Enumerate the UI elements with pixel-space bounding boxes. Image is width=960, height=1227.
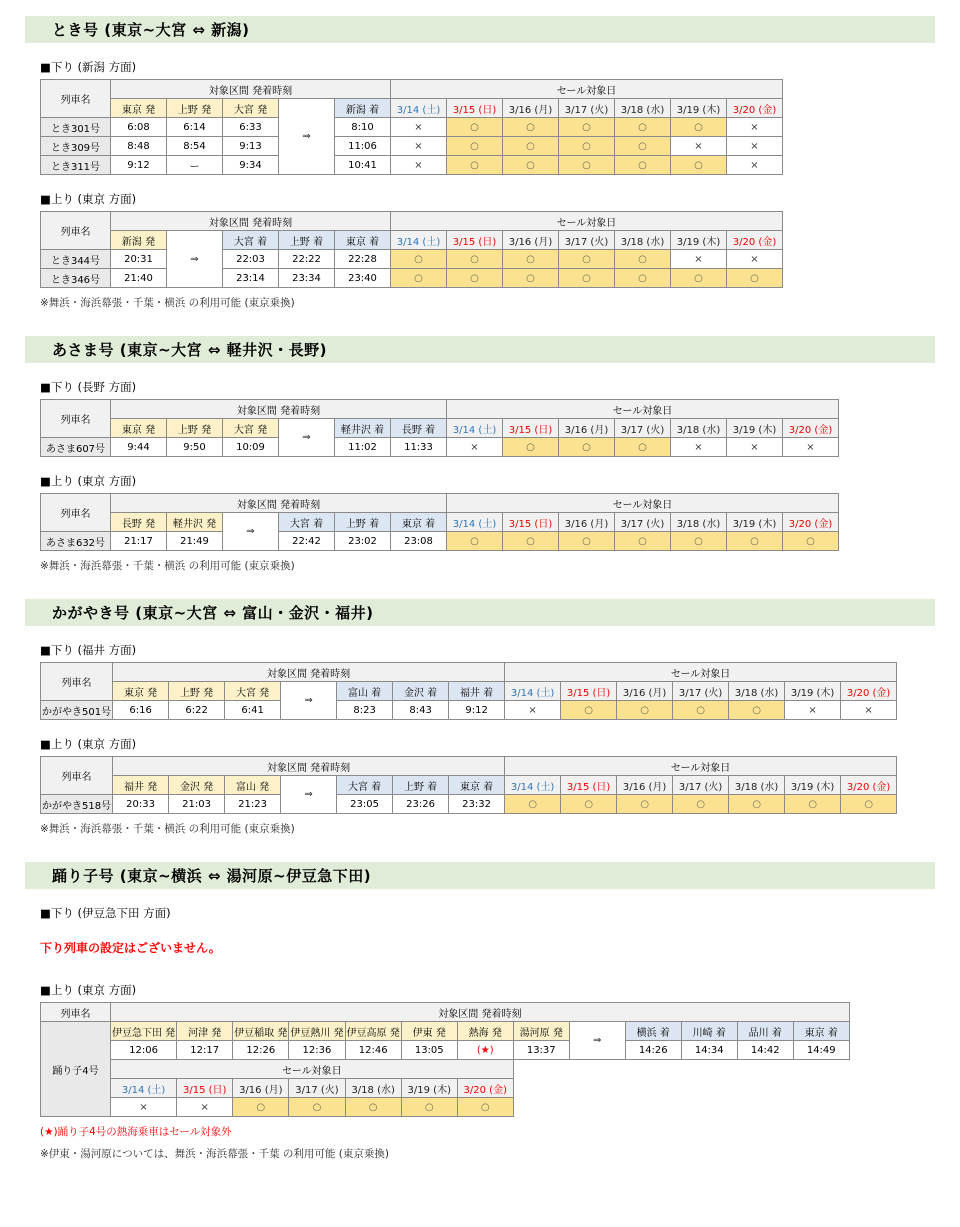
sale-dates-header: セール対象日 (505, 663, 897, 682)
arr-station-header: 富山 着 (337, 682, 393, 701)
sale-mark-cell: ○ (559, 250, 615, 269)
sale-mark-cell: ○ (505, 795, 561, 814)
dep-time-cell: 21:17 (111, 532, 167, 551)
dep-time-cell: 21:49 (167, 532, 223, 551)
train-section (25, 336, 935, 573)
dep-station-header: 新潟 発 (111, 231, 167, 250)
sale-dates-header: セール対象日 (447, 494, 839, 513)
sale-dates-header: セール対象日 (391, 212, 783, 231)
dep-station-header: 大宮 発 (223, 419, 279, 438)
sale-date-header: 3/15 (日) (503, 513, 559, 532)
sale-date-header: 3/15 (日) (447, 231, 503, 250)
direction-label: ■上り (東京 方面) (40, 737, 137, 751)
sale-date-header: 3/19 (木) (727, 419, 783, 438)
sale-date-header: 3/14 (土) (505, 682, 561, 701)
section-title-band (25, 862, 935, 889)
sale-date-header: 3/20 (金) (783, 513, 839, 532)
sale-mark-cell: ○ (617, 795, 673, 814)
timetable (40, 1002, 850, 1117)
sale-mark-cell: ○ (615, 156, 671, 175)
dep-time-cell: 9:13 (223, 137, 279, 156)
footnote: (★)踊り子4号の熱海乗車はセール対象外 (40, 1126, 232, 1138)
direction-label: ■上り (東京 方面) (40, 192, 137, 206)
sale-date-header: 3/19 (木) (671, 231, 727, 250)
train-name-header: 列車名 (41, 663, 113, 701)
arrow-cell: ⇒ (281, 776, 337, 814)
arr-time-cell: 23:26 (393, 795, 449, 814)
sale-mark-cell: ○ (391, 250, 447, 269)
sale-mark-cell: × (727, 438, 783, 457)
arr-station-header: 上野 着 (335, 513, 391, 532)
sale-mark-cell: ○ (729, 701, 785, 720)
arr-time-cell: 22:03 (223, 250, 279, 269)
arr-time-cell: 23:05 (337, 795, 393, 814)
direction-label: ■上り (東京 方面) (40, 983, 137, 997)
sale-mark-cell: ○ (503, 438, 559, 457)
dep-station-header: 上野 発 (169, 682, 225, 701)
arr-station-header: 軽井沢 着 (335, 419, 391, 438)
timetable (40, 399, 839, 457)
sale-date-header: 3/18 (水) (345, 1079, 401, 1098)
arr-time-cell: 23:34 (279, 269, 335, 288)
train-name-cell: かがやき518号 (41, 795, 113, 814)
dep-time-cell: 6:16 (113, 701, 169, 720)
sale-mark-cell: ○ (727, 532, 783, 551)
sale-date-header: 3/15 (日) (561, 682, 617, 701)
train-section (25, 599, 935, 836)
sale-mark-cell: ○ (503, 118, 559, 137)
dep-time-cell: 9:44 (111, 438, 167, 457)
train-section (25, 862, 935, 1161)
sale-dates-header: セール対象日 (447, 400, 839, 419)
sale-mark-cell: ○ (559, 137, 615, 156)
dep-time-cell: 6:41 (225, 701, 281, 720)
sale-mark-cell: ○ (391, 269, 447, 288)
dep-station-header: 富山 発 (225, 776, 281, 795)
sale-date-header: 3/19 (木) (785, 776, 841, 795)
sale-mark-cell: ○ (673, 701, 729, 720)
sale-date-header: 3/19 (木) (401, 1079, 457, 1098)
sale-mark-cell: ○ (503, 532, 559, 551)
sale-mark-cell: ○ (345, 1098, 401, 1117)
section-times-header: 対象区間 発着時刻 (111, 400, 447, 419)
dep-time-cell: 12:17 (177, 1041, 233, 1060)
dep-time-cell: 21:40 (111, 269, 167, 288)
dep-station-header: 上野 発 (167, 419, 223, 438)
sale-mark-cell: × (841, 701, 897, 720)
sale-date-header: 3/19 (木) (785, 682, 841, 701)
sale-date-header: 3/17 (火) (615, 419, 671, 438)
arr-time-cell: 8:23 (337, 701, 393, 720)
arr-time-cell: 14:34 (681, 1041, 737, 1060)
arr-time-cell: 23:08 (391, 532, 447, 551)
sale-date-header: 3/16 (月) (503, 231, 559, 250)
sale-mark-cell: ○ (457, 1098, 513, 1117)
arr-time-cell: 22:42 (279, 532, 335, 551)
arr-time-cell: 8:10 (335, 118, 391, 137)
sale-mark-cell: × (671, 137, 727, 156)
dep-station-header: 東京 発 (113, 682, 169, 701)
train-name-header: 列車名 (41, 1003, 111, 1022)
sale-date-header: 3/18 (水) (729, 682, 785, 701)
arr-station-header: 横浜 着 (625, 1022, 681, 1041)
arr-station-header: 大宮 着 (337, 776, 393, 795)
sale-dates-header: セール対象日 (111, 1060, 514, 1079)
arr-station-header: 上野 着 (393, 776, 449, 795)
sale-mark-cell: ○ (729, 795, 785, 814)
sale-mark-cell: ○ (559, 438, 615, 457)
section-times-header: 対象区間 発着時刻 (111, 1003, 850, 1022)
arrow-cell: ⇒ (279, 419, 335, 457)
sale-date-header: 3/14 (土) (447, 419, 503, 438)
sale-mark-cell: × (505, 701, 561, 720)
sale-mark-cell: ○ (615, 137, 671, 156)
sale-mark-cell: ○ (671, 118, 727, 137)
arr-time-cell: 10:41 (335, 156, 391, 175)
train-name-cell: あさま632号 (41, 532, 111, 551)
dep-station-header: 大宮 発 (223, 99, 279, 118)
sale-date-header: 3/16 (月) (617, 682, 673, 701)
direction-label: ■下り (長野 方面) (40, 380, 137, 394)
train-name-header: 列車名 (41, 400, 111, 438)
sale-mark-cell: × (727, 118, 783, 137)
section-times-header: 対象区間 発着時刻 (111, 494, 447, 513)
arr-station-header: 東京 着 (449, 776, 505, 795)
footnote: ※舞浜・海浜幕張・千葉・横浜 の利用可能 (東京乗換) (40, 560, 295, 572)
arr-station-header: 上野 着 (279, 231, 335, 250)
dep-time-cell: 8:54 (167, 137, 223, 156)
dep-time-cell: 9:12 (111, 156, 167, 175)
arr-time-cell: 8:43 (393, 701, 449, 720)
arr-station-header: 大宮 着 (223, 231, 279, 250)
sale-mark-cell: × (391, 156, 447, 175)
dep-time-cell: 9:34 (223, 156, 279, 175)
sale-date-header: 3/18 (水) (615, 231, 671, 250)
sale-mark-cell: ○ (617, 701, 673, 720)
sale-mark-cell: × (671, 438, 727, 457)
sale-date-header: 3/17 (火) (559, 99, 615, 118)
train-name-cell: とき301号 (41, 118, 111, 137)
section-title: あさま号 (東京~大宮 ⇔ 軽井沢・長野) (52, 341, 328, 359)
sale-mark-cell: × (391, 137, 447, 156)
arr-time-cell: 11:33 (391, 438, 447, 457)
arr-time-cell: 9:12 (449, 701, 505, 720)
timetable (40, 756, 897, 814)
dep-time-cell: 21:23 (225, 795, 281, 814)
arrow-cell: ⇒ (281, 682, 337, 720)
sale-mark-cell: ○ (559, 156, 615, 175)
direction-label: ■下り (福井 方面) (40, 643, 137, 657)
sale-mark-cell: × (111, 1098, 177, 1117)
sale-date-header: 3/16 (月) (233, 1079, 289, 1098)
dep-station-header: 東京 発 (111, 99, 167, 118)
train-name-header: 列車名 (41, 80, 111, 118)
train-name-cell: 踊り子4号 (41, 1022, 111, 1117)
dep-time-cell: 13:05 (401, 1041, 457, 1060)
sale-mark-cell: ○ (503, 156, 559, 175)
arr-time-cell: 22:22 (279, 250, 335, 269)
sale-date-header: 3/20 (金) (841, 682, 897, 701)
train-name-header: 列車名 (41, 212, 111, 250)
sale-mark-cell: ○ (447, 532, 503, 551)
section-times-header: 対象区間 発着時刻 (113, 663, 505, 682)
timetable (40, 79, 783, 175)
section-times-header: 対象区間 発着時刻 (113, 757, 505, 776)
sale-date-header: 3/14 (土) (111, 1079, 177, 1098)
arr-station-header: 金沢 着 (393, 682, 449, 701)
dep-station-header: 上野 発 (167, 99, 223, 118)
dep-station-header: 伊東 発 (401, 1022, 457, 1041)
dep-station-header: 大宮 発 (225, 682, 281, 701)
sale-mark-cell: ○ (559, 532, 615, 551)
sale-date-header: 3/17 (火) (615, 513, 671, 532)
arr-time-cell: 11:02 (335, 438, 391, 457)
sale-mark-cell: × (727, 137, 783, 156)
sale-date-header: 3/16 (月) (559, 513, 615, 532)
dep-time-cell: 6:08 (111, 118, 167, 137)
sale-date-header: 3/17 (火) (559, 231, 615, 250)
dep-station-header: 東京 発 (111, 419, 167, 438)
sale-date-header: 3/17 (火) (673, 682, 729, 701)
dep-time-cell: 12:46 (345, 1041, 401, 1060)
dep-time-cell: 21:03 (169, 795, 225, 814)
arr-station-header: 東京 着 (335, 231, 391, 250)
arr-time-cell: 23:14 (223, 269, 279, 288)
sale-mark-cell: ○ (447, 137, 503, 156)
sale-mark-cell: ○ (503, 137, 559, 156)
sale-date-header: 3/20 (金) (457, 1079, 513, 1098)
sale-mark-cell: × (727, 250, 783, 269)
arr-station-header: 長野 着 (391, 419, 447, 438)
sale-mark-cell: × (671, 250, 727, 269)
section-title-band (25, 336, 935, 363)
sale-date-header: 3/17 (火) (673, 776, 729, 795)
sale-date-header: 3/18 (水) (671, 513, 727, 532)
sale-mark-cell: ○ (673, 795, 729, 814)
sale-mark-cell: ○ (503, 250, 559, 269)
direction-label: ■上り (東京 方面) (40, 474, 137, 488)
arr-time-cell: 14:42 (737, 1041, 793, 1060)
sale-mark-cell: ○ (447, 269, 503, 288)
arr-time-cell: 23:40 (335, 269, 391, 288)
sale-mark-cell: ○ (671, 269, 727, 288)
sale-date-header: 3/14 (土) (505, 776, 561, 795)
dep-station-header: 河津 発 (177, 1022, 233, 1041)
sale-date-header: 3/16 (月) (503, 99, 559, 118)
sale-date-header: 3/19 (木) (671, 99, 727, 118)
section-title: 踊り子号 (東京~横浜 ⇔ 湯河原~伊豆急下田) (52, 867, 372, 885)
sale-date-header: 3/14 (土) (391, 99, 447, 118)
sale-date-header: 3/14 (土) (391, 231, 447, 250)
sale-mark-cell: ○ (447, 156, 503, 175)
dep-time-cell: 12:26 (233, 1041, 289, 1060)
section-title-band (25, 16, 935, 43)
sale-dates-header: セール対象日 (391, 80, 783, 99)
dep-time-cell: 20:33 (113, 795, 169, 814)
sale-mark-cell: × (785, 701, 841, 720)
dep-time-cell: ー (167, 156, 223, 175)
dep-station-header: 軽井沢 発 (167, 513, 223, 532)
arr-station-header: 東京 着 (793, 1022, 849, 1041)
direction-label: ■下り (新潟 方面) (40, 60, 137, 74)
section-title: かがやき号 (東京~大宮 ⇔ 富山・金沢・福井) (52, 604, 374, 622)
direction-label: ■下り (伊豆急下田 方面) (40, 906, 171, 920)
timetable (40, 211, 783, 288)
sale-mark-cell: ○ (615, 438, 671, 457)
arr-station-header: 川崎 着 (681, 1022, 737, 1041)
section-title-band (25, 599, 935, 626)
dep-time-cell: 6:22 (169, 701, 225, 720)
sale-date-header: 3/20 (金) (841, 776, 897, 795)
sale-mark-cell: ○ (727, 269, 783, 288)
sale-date-header: 3/18 (水) (615, 99, 671, 118)
arr-time-cell: 14:26 (625, 1041, 681, 1060)
train-name-cell: とき311号 (41, 156, 111, 175)
sale-date-header: 3/18 (水) (729, 776, 785, 795)
sale-date-header: 3/20 (金) (727, 99, 783, 118)
sale-mark-cell: ○ (561, 701, 617, 720)
timetable (40, 662, 897, 720)
no-service-notice: 下り列車の設定はございません。 (40, 941, 221, 955)
sale-date-header: 3/15 (日) (561, 776, 617, 795)
arr-station-header: 大宮 着 (279, 513, 335, 532)
sale-mark-cell: × (447, 438, 503, 457)
dep-time-cell: 20:31 (111, 250, 167, 269)
sale-mark-cell: × (727, 156, 783, 175)
sale-date-header: 3/19 (木) (727, 513, 783, 532)
dep-station-header: 湯河原 発 (513, 1022, 569, 1041)
arr-station-header: 福井 着 (449, 682, 505, 701)
dep-station-header: 長野 発 (111, 513, 167, 532)
sale-date-header: 3/15 (日) (503, 419, 559, 438)
sale-date-header: 3/18 (水) (671, 419, 727, 438)
dep-time-cell: 10:09 (223, 438, 279, 457)
arr-time-cell: 23:02 (335, 532, 391, 551)
arr-time-cell: 14:49 (793, 1041, 849, 1060)
sale-mark-cell: ○ (841, 795, 897, 814)
sale-mark-cell: ○ (785, 795, 841, 814)
arr-time-cell: 22:28 (335, 250, 391, 269)
arrow-cell: ⇒ (223, 513, 279, 551)
sale-mark-cell: ○ (401, 1098, 457, 1117)
train-name-cell: かがやき501号 (41, 701, 113, 720)
sale-mark-cell: ○ (671, 532, 727, 551)
sale-date-header: 3/15 (日) (447, 99, 503, 118)
sale-date-header: 3/16 (月) (617, 776, 673, 795)
footnote: ※舞浜・海浜幕張・千葉・横浜 の利用可能 (東京乗換) (40, 297, 295, 309)
timetable (40, 493, 839, 551)
footnote: ※舞浜・海浜幕張・千葉・横浜 の利用可能 (東京乗換) (40, 823, 295, 835)
sale-mark-cell: ○ (615, 118, 671, 137)
dep-time-cell: 8:48 (111, 137, 167, 156)
train-name-header: 列車名 (41, 494, 111, 532)
sale-mark-cell: × (177, 1098, 233, 1117)
dep-station-header: 伊豆熱川 発 (289, 1022, 345, 1041)
dep-station-header: 伊豆高原 発 (345, 1022, 401, 1041)
dep-time-cell: 12:06 (111, 1041, 177, 1060)
sale-mark-cell: ○ (615, 250, 671, 269)
arrow-cell: ⇒ (569, 1022, 625, 1060)
section-title: とき号 (東京~大宮 ⇔ 新潟) (52, 21, 250, 39)
sale-date-header: 3/15 (日) (177, 1079, 233, 1098)
arr-station-header: 新潟 着 (335, 99, 391, 118)
train-name-header: 列車名 (41, 757, 113, 795)
train-section (25, 16, 935, 310)
sale-date-header: 3/20 (金) (727, 231, 783, 250)
dep-time-cell: (★) (457, 1041, 513, 1060)
section-times-header: 対象区間 発着時刻 (111, 80, 391, 99)
sale-date-header: 3/14 (土) (447, 513, 503, 532)
sale-date-header: 3/20 (金) (783, 419, 839, 438)
sale-mark-cell: ○ (559, 269, 615, 288)
train-name-cell: とき309号 (41, 137, 111, 156)
sale-mark-cell: ○ (447, 118, 503, 137)
sale-mark-cell: ○ (233, 1098, 289, 1117)
dep-time-cell: 12:36 (289, 1041, 345, 1060)
sale-mark-cell: ○ (447, 250, 503, 269)
arr-station-header: 品川 着 (737, 1022, 793, 1041)
dep-time-cell: 6:33 (223, 118, 279, 137)
dep-station-header: 伊豆稲取 発 (233, 1022, 289, 1041)
dep-station-header: 金沢 発 (169, 776, 225, 795)
sale-mark-cell: ○ (615, 532, 671, 551)
arrow-cell: ⇒ (279, 99, 335, 175)
sale-mark-cell: ○ (289, 1098, 345, 1117)
dep-station-header: 熱海 発 (457, 1022, 513, 1041)
sale-date-header: 3/16 (月) (559, 419, 615, 438)
sale-mark-cell: ○ (783, 532, 839, 551)
sale-mark-cell: ○ (561, 795, 617, 814)
train-name-cell: あさま607号 (41, 438, 111, 457)
sale-date-header: 3/17 (火) (289, 1079, 345, 1098)
sale-mark-cell: ○ (559, 118, 615, 137)
arr-time-cell: 11:06 (335, 137, 391, 156)
sale-mark-cell: × (391, 118, 447, 137)
dep-time-cell: 13:37 (513, 1041, 569, 1060)
sale-mark-cell: ○ (503, 269, 559, 288)
arrow-cell: ⇒ (167, 231, 223, 288)
train-name-cell: とき346号 (41, 269, 111, 288)
dep-time-cell: 9:50 (167, 438, 223, 457)
sale-mark-cell: ○ (615, 269, 671, 288)
arr-time-cell: 23:32 (449, 795, 505, 814)
sale-dates-header: セール対象日 (505, 757, 897, 776)
train-name-cell: とき344号 (41, 250, 111, 269)
dep-station-header: 伊豆急下田 発 (111, 1022, 177, 1041)
arr-station-header: 東京 着 (391, 513, 447, 532)
dep-station-header: 福井 発 (113, 776, 169, 795)
sale-mark-cell: × (783, 438, 839, 457)
section-times-header: 対象区間 発着時刻 (111, 212, 391, 231)
dep-time-cell: 6:14 (167, 118, 223, 137)
sale-mark-cell: ○ (671, 156, 727, 175)
footnote: ※伊東・湯河原については、舞浜・海浜幕張・千葉 の利用可能 (東京乗換) (40, 1148, 389, 1160)
